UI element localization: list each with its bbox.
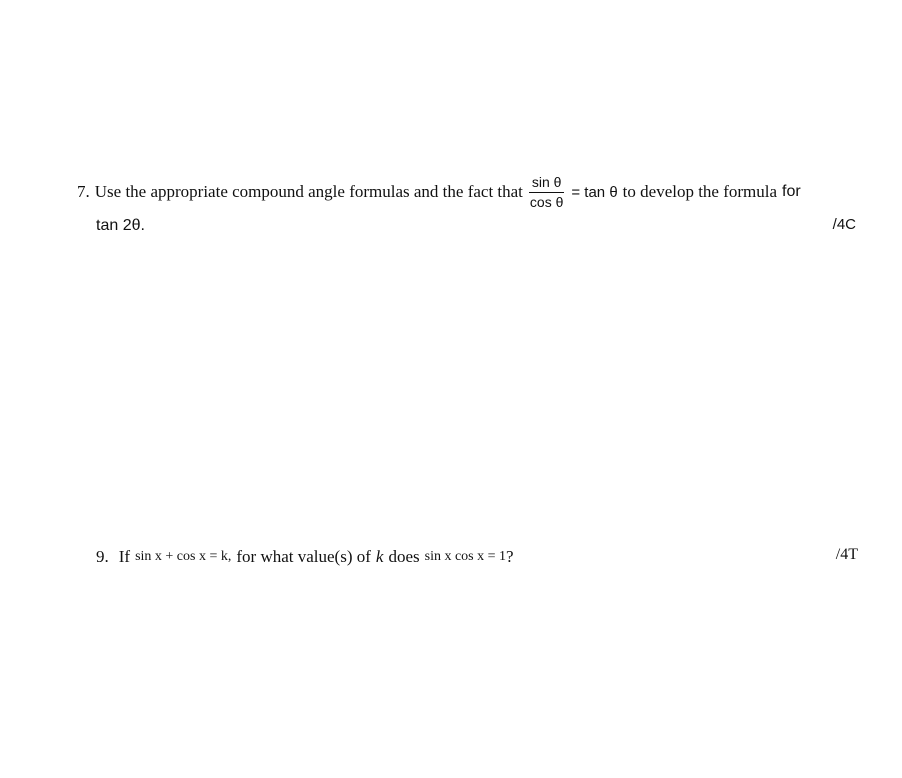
fraction-denominator: cos θ (529, 193, 564, 210)
variable-k: k (375, 547, 384, 566)
question-7-line-1 (77, 170, 801, 214)
equals-tan-theta: = tan θ (571, 183, 618, 201)
question-9-text-middle: for what value(s) of (236, 547, 371, 566)
question-7-text-after: to develop the formula (622, 182, 778, 201)
question-7-marks: /4C (832, 216, 856, 233)
question-9-marks: /4T (835, 546, 858, 563)
question-number-9: 9. (96, 547, 109, 566)
tan-2-theta-expression: tan 2θ. (96, 217, 145, 234)
sum-condition-equation: sin x + cos x = k, (135, 549, 232, 564)
product-equation: sin x cos x = 1 (424, 549, 507, 564)
question-9-line (96, 543, 514, 571)
question-9-text-does: does (388, 547, 420, 566)
question-7-text-before: Use the appropriate compound angle formulas and the fact that (94, 182, 523, 201)
fraction-numerator: sin θ (529, 174, 565, 192)
question-7-line-2 (96, 214, 145, 238)
question-9-text-if: If (118, 547, 131, 566)
question-number-7: 7. (77, 182, 90, 201)
sin-over-cos-fraction (527, 174, 566, 209)
question-mark: ? (506, 547, 514, 566)
question-7-text-for: for (782, 183, 801, 200)
